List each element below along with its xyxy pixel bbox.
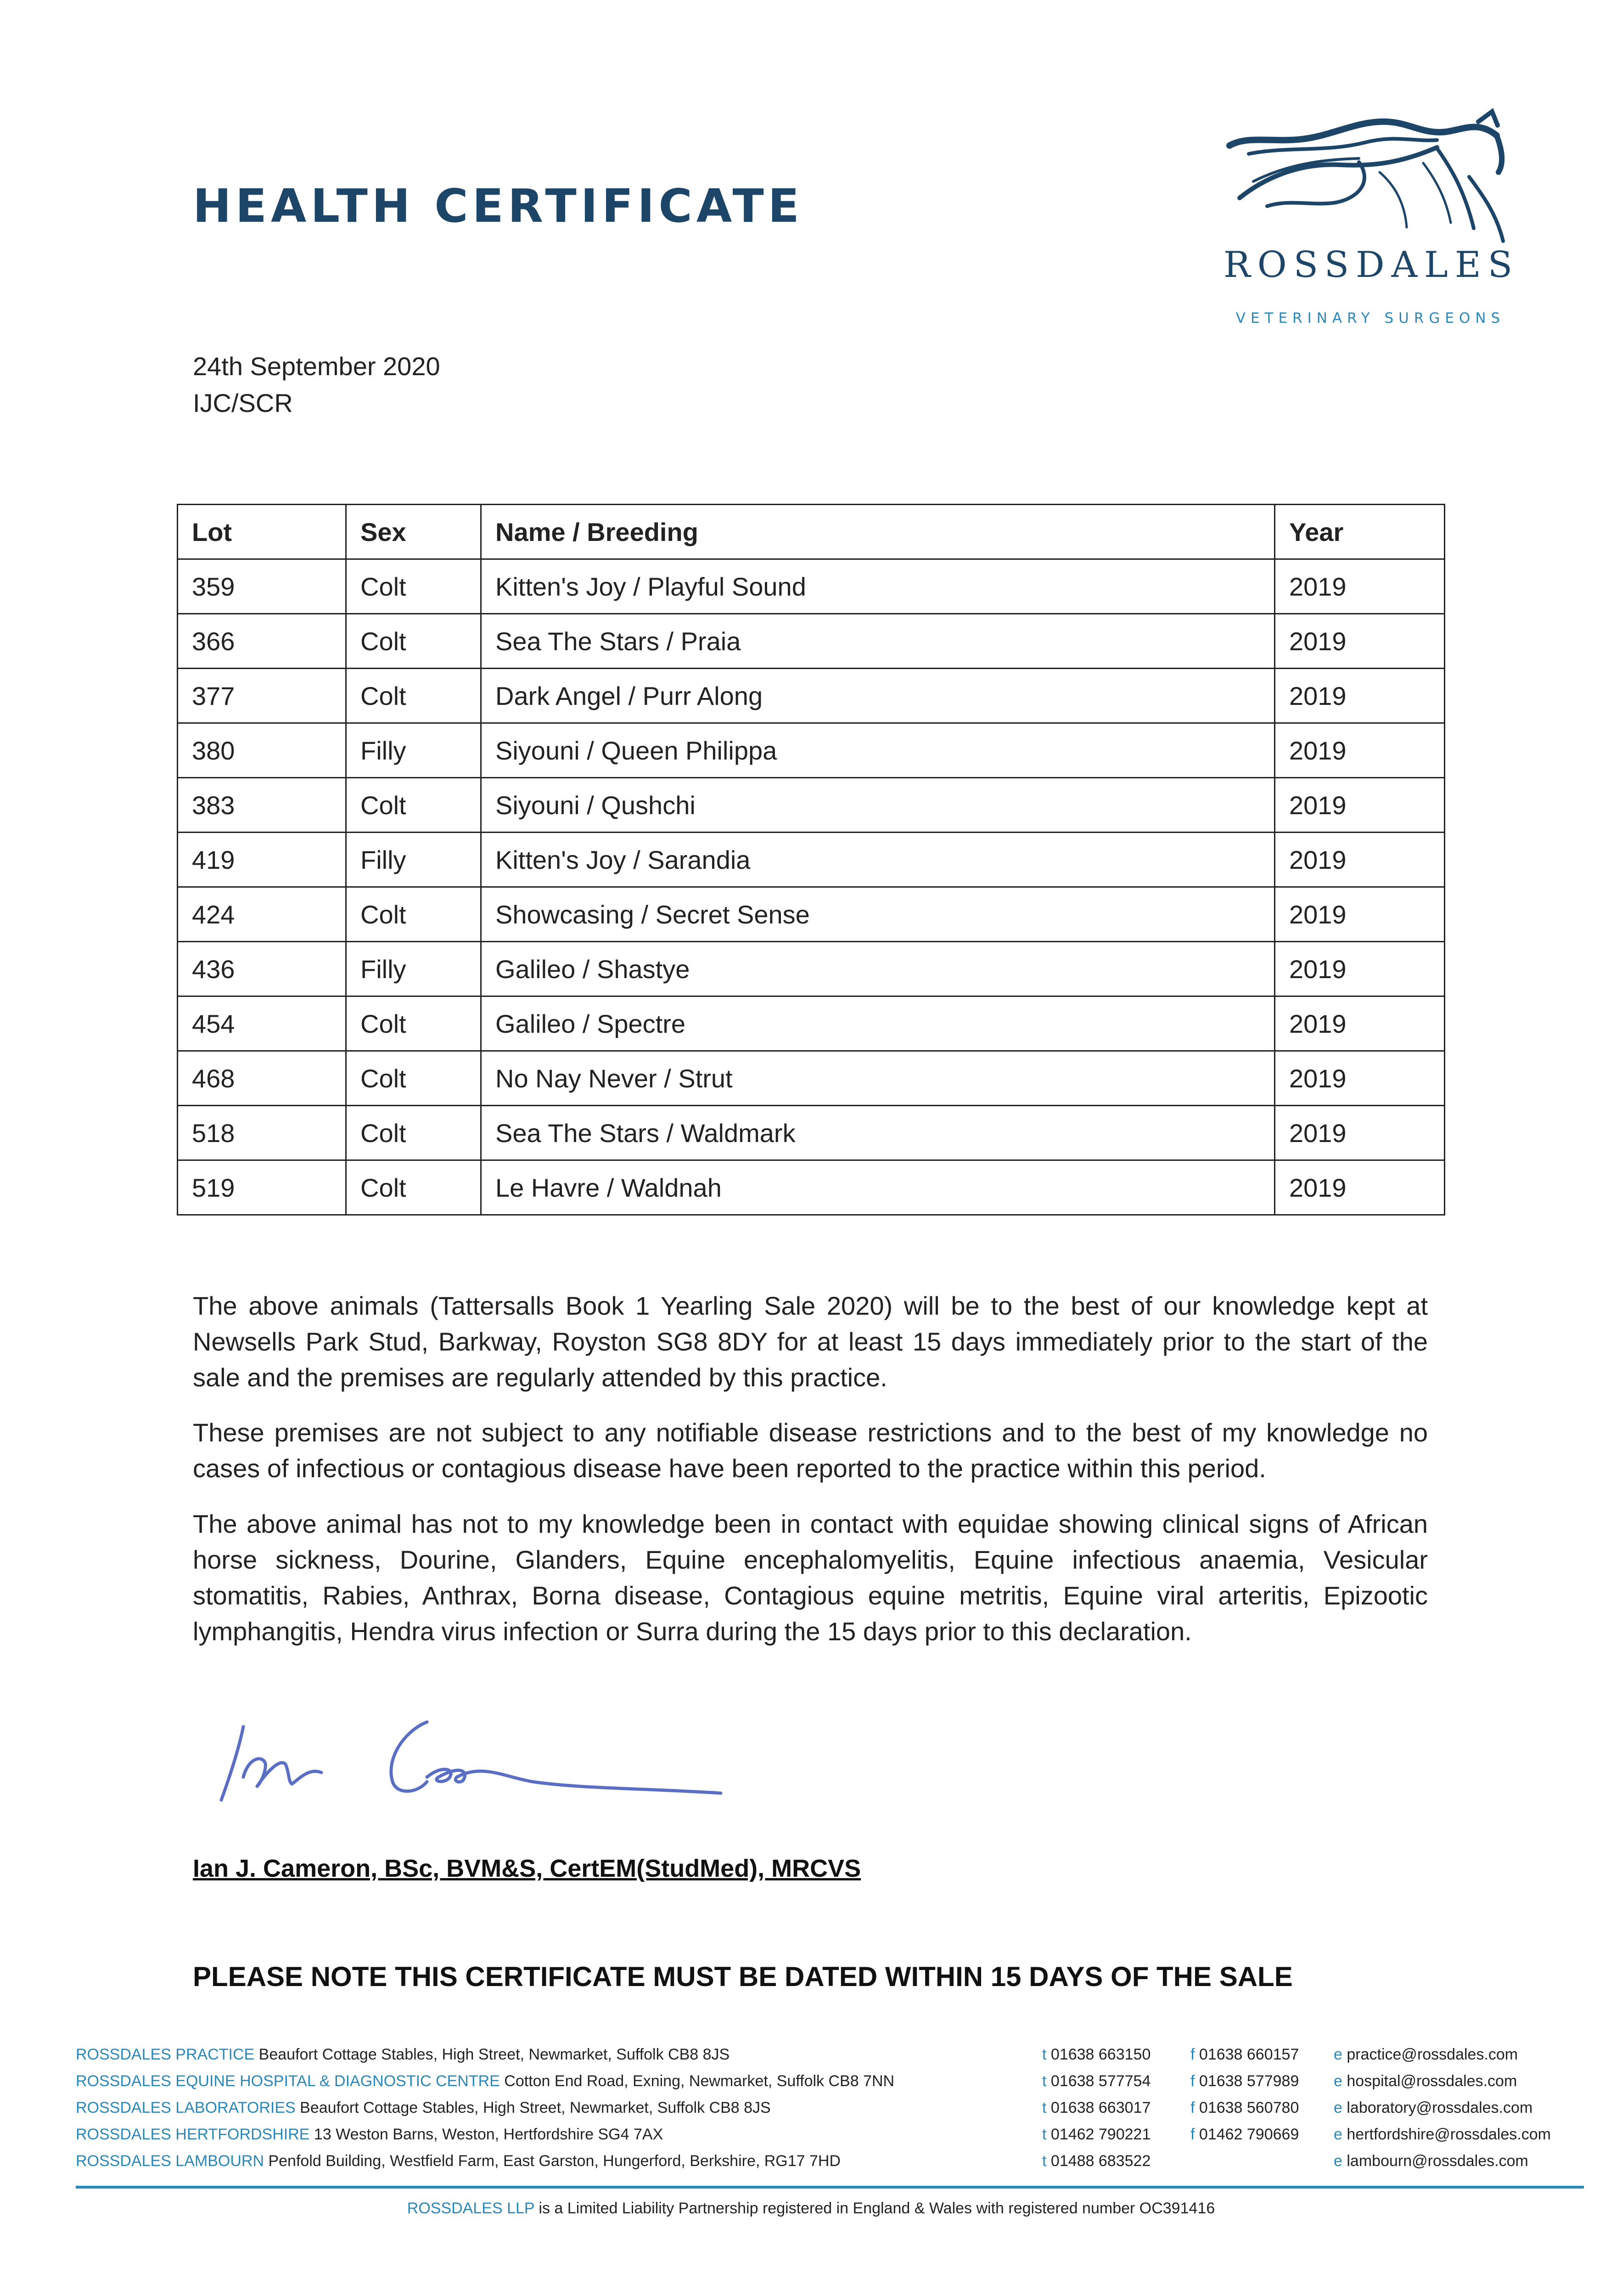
table-row	[178, 942, 1445, 996]
certificate-date: 24th September 2020	[193, 352, 440, 381]
lot-cell: 359	[178, 559, 346, 614]
footer-practice-name: ROSSDALES PRACTICE	[76, 2046, 255, 2063]
table-row	[178, 1051, 1445, 1106]
table-header-row	[178, 505, 1445, 559]
table-row	[178, 669, 1445, 723]
footer-practice-row	[76, 2126, 663, 2144]
footer-email: e hospital@rossdales.com	[1334, 2072, 1517, 2090]
footer-phone: t 01638 577754	[1042, 2072, 1151, 2090]
footer-phone: t 01638 663017	[1042, 2099, 1151, 2116]
table-row	[178, 833, 1445, 887]
sex-cell: Colt	[346, 669, 481, 723]
year-cell: 2019	[1275, 1051, 1445, 1106]
lot-cell: 366	[178, 614, 346, 669]
lot-cell: 518	[178, 1106, 346, 1160]
premises-paragraph: The above animals (Tattersalls Book 1 Yearling Sale 2020) will be to the best of our knowledge kept at Newsells Park Stud, Barkway, Royston SG8 8DY for at least 15 days immediately prior to the start of the sale and the premises are regularly attended by this practice.	[193, 1291, 1428, 1392]
signature-image	[211, 1708, 730, 1814]
column-header-sex: Sex	[346, 505, 481, 559]
footer-practice-name: ROSSDALES HERTFORDSHIRE	[76, 2126, 310, 2143]
signatory-name: Ian J. Cameron, BSc, BVM&S, CertEM(StudMed), MRCVS	[193, 1855, 861, 1882]
footer-phone: t 01488 683522	[1042, 2152, 1151, 2170]
breeding-cell: Kitten's Joy / Sarandia	[481, 833, 1275, 887]
brand-tagline: VETERINARY SURGEONS	[1235, 310, 1505, 326]
footer-practice-name: ROSSDALES LABORATORIES	[76, 2099, 296, 2116]
disease-contact-paragraph: The above animal has not to my knowledge been in contact with equidae showing clinical signs of African horse sickness, Dourine, Glanders, Equine encephalomyelitis, Equine infectious anaemia, Vesicular stomatitis, Rabies, Anthrax, Borna disease, Contagious equine metritis, Equine viral arteritis, Epizootic lymphangitis, Hendra virus infection or Surra during the 15 days prior to this declaration.	[193, 1509, 1428, 1646]
footer-email: e lambourn@rossdales.com	[1334, 2152, 1528, 2170]
breeding-cell: Siyouni / Qushchi	[481, 778, 1275, 833]
column-header-lot: Lot	[178, 505, 346, 559]
sex-cell: Filly	[346, 833, 481, 887]
sex-cell: Colt	[346, 559, 481, 614]
sex-cell: Colt	[346, 996, 481, 1051]
table-row	[178, 723, 1445, 778]
column-header-name-breeding: Name / Breeding	[481, 505, 1275, 559]
footer-fax: f 01638 560780	[1190, 2099, 1299, 2116]
breeding-cell: Sea The Stars / Praia	[481, 614, 1275, 669]
footer-practice-row	[76, 2099, 771, 2117]
footer-email: e practice@rossdales.com	[1334, 2046, 1518, 2063]
lot-cell: 419	[178, 833, 346, 887]
breeding-cell: Showcasing / Secret Sense	[481, 887, 1275, 942]
sex-cell: Filly	[346, 942, 481, 996]
year-cell: 2019	[1275, 614, 1445, 669]
table-row	[178, 1106, 1445, 1160]
lot-cell: 377	[178, 669, 346, 723]
year-cell: 2019	[1275, 559, 1445, 614]
sex-cell: Colt	[346, 1051, 481, 1106]
lot-cell: 424	[178, 887, 346, 942]
footer-practice-name: ROSSDALES LAMBOURN	[76, 2152, 264, 2170]
footer-phone: t 01462 790221	[1042, 2126, 1151, 2143]
year-cell: 2019	[1275, 833, 1445, 887]
year-cell: 2019	[1275, 1160, 1445, 1215]
table-row	[178, 1160, 1445, 1215]
breeding-cell: Siyouni / Queen Philippa	[481, 723, 1275, 778]
breeding-cell: Galileo / Spectre	[481, 996, 1275, 1051]
sex-cell: Colt	[346, 1106, 481, 1160]
llp-registration: is a Limited Liability Partnership registered in England & Wales with registered number OC391416	[539, 2200, 1215, 2217]
footer-practice-address: Cotton End Road, Exning, Newmarket, Suffolk CB8 7NN	[504, 2072, 895, 2090]
table-row	[178, 614, 1445, 669]
year-cell: 2019	[1275, 778, 1445, 833]
footer-practice-name: ROSSDALES EQUINE HOSPITAL & DIAGNOSTIC CENTRE	[76, 2072, 500, 2090]
footer-practice-row	[76, 2152, 841, 2170]
lot-cell: 380	[178, 723, 346, 778]
footer-practice-address: Beaufort Cottage Stables, High Street, Newmarket, Suffolk CB8 8JS	[300, 2099, 771, 2116]
footer-email: e hertfordshire@rossdales.com	[1334, 2126, 1551, 2143]
sex-cell: Colt	[346, 1160, 481, 1215]
year-cell: 2019	[1275, 1106, 1445, 1160]
lot-cell: 454	[178, 996, 346, 1051]
year-cell: 2019	[1275, 942, 1445, 996]
footer-practice-address: Beaufort Cottage Stables, High Street, Newmarket, Suffolk CB8 8JS	[258, 2046, 730, 2063]
lots-table	[177, 504, 1445, 1216]
sex-cell: Colt	[346, 614, 481, 669]
footer-divider	[76, 2186, 1584, 2189]
lot-cell: 383	[178, 778, 346, 833]
breeding-cell: Sea The Stars / Waldmark	[481, 1106, 1275, 1160]
footer-practice-row	[76, 2072, 894, 2090]
footer-practice-address: 13 Weston Barns, Weston, Hertfordshire SG4 7AX	[314, 2126, 663, 2143]
breeding-cell: Le Havre / Waldnah	[481, 1160, 1275, 1215]
restrictions-paragraph: These premises are not subject to any notifiable disease restrictions and to the best of my knowledge no cases of infectious or contagious disease have been reported to the practice within this period.	[193, 1418, 1428, 1483]
sex-cell: Filly	[346, 723, 481, 778]
llp-name: ROSSDALES LLP	[407, 2200, 534, 2217]
breeding-cell: Galileo / Shastye	[481, 942, 1275, 996]
year-cell: 2019	[1275, 996, 1445, 1051]
lot-cell: 468	[178, 1051, 346, 1106]
table-row	[178, 778, 1445, 833]
footer-fax: f 01638 577989	[1190, 2072, 1299, 2090]
footer-fax: f 01462 790669	[1190, 2126, 1299, 2143]
sex-cell: Colt	[346, 778, 481, 833]
footer-practice-row	[76, 2046, 730, 2064]
footer-llp-notice	[0, 2200, 1622, 2217]
lot-cell: 519	[178, 1160, 346, 1215]
year-cell: 2019	[1275, 723, 1445, 778]
footer-practice-address: Penfold Building, Westfield Farm, East Garston, Hungerford, Berkshire, RG17 7HD	[268, 2152, 841, 2170]
reference-code: IJC/SCR	[193, 388, 293, 417]
table-row	[178, 996, 1445, 1051]
horse-logo-icon	[1221, 108, 1506, 255]
dating-notice: PLEASE NOTE THIS CERTIFICATE MUST BE DATED WITHIN 15 DAYS OF THE SALE	[193, 1961, 1293, 1992]
breeding-cell: No Nay Never / Strut	[481, 1051, 1275, 1106]
footer-email: e laboratory@rossdales.com	[1334, 2099, 1533, 2116]
column-header-year: Year	[1275, 505, 1445, 559]
year-cell: 2019	[1275, 669, 1445, 723]
year-cell: 2019	[1275, 887, 1445, 942]
breeding-cell: Kitten's Joy / Playful Sound	[481, 559, 1275, 614]
page-title: HEALTH CERTIFICATE	[193, 179, 803, 233]
sex-cell: Colt	[346, 887, 481, 942]
footer-fax: f 01638 660157	[1190, 2046, 1299, 2063]
breeding-cell: Dark Angel / Purr Along	[481, 669, 1275, 723]
table-row	[178, 559, 1445, 614]
table-row	[178, 887, 1445, 942]
footer-phone: t 01638 663150	[1042, 2046, 1151, 2063]
lot-cell: 436	[178, 942, 346, 996]
brand-name: ROSSDALES	[1224, 244, 1520, 286]
